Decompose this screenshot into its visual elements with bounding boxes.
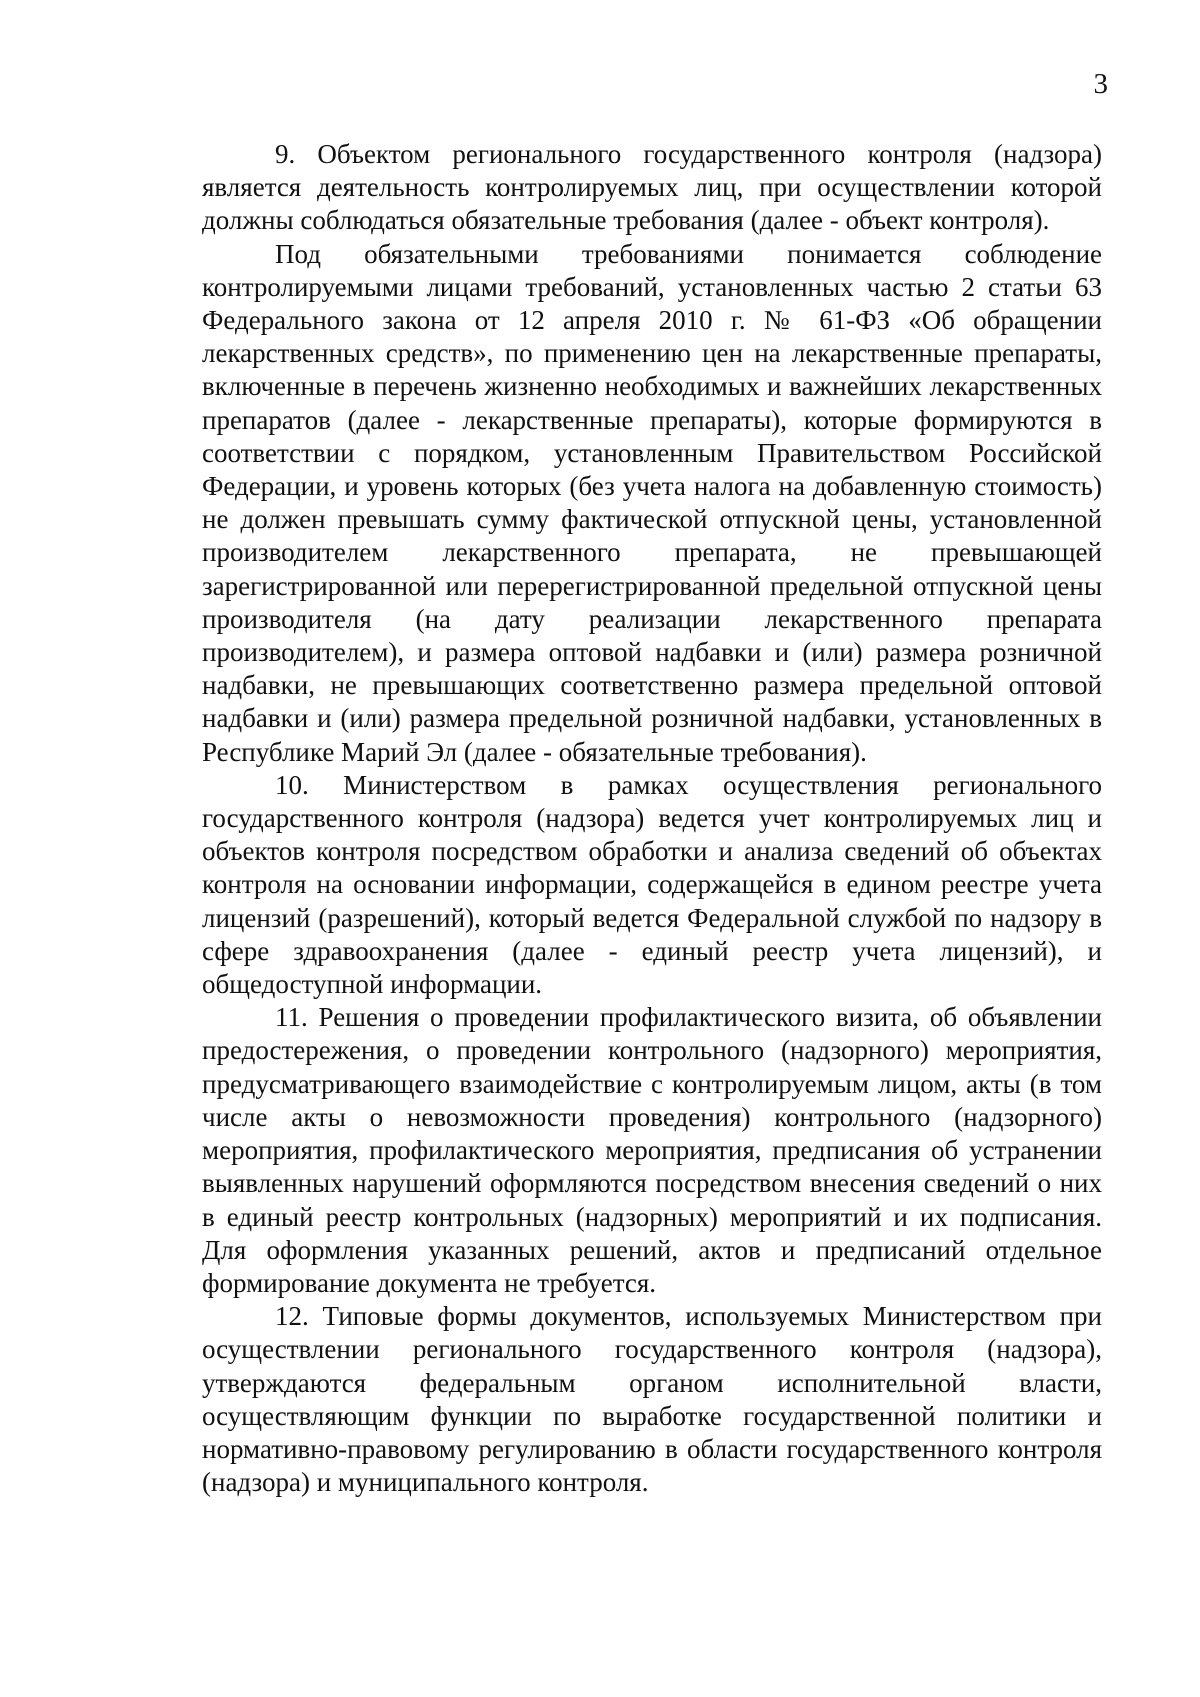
paragraph-10: 10. Министерством в рамках осуществления регионального государственного контроля (надзора) ведется учет контролируемых лиц и объектов контроля посредством обработки и анализа сведений об объектах контроля на основании информации, содержащейся в едином реестре учета лицензий (разрешений), который ведется Федеральной службой по надзору в сфере здравоохранения (далее - единый реестр учета лицензий), и общедоступной информации. <box>202 769 1102 1000</box>
paragraph-12: 12. Типовые формы документов, используемых Министерством при осуществлении регионального государственного контроля (надзора), утверждаются федеральным органом исполнительной власти, осуществляющим функции по выработке государственной политики и нормативно-правовому регулированию в области государственного контроля (надзора) и муниципального контроля. <box>202 1301 1102 1498</box>
paragraph-11: 11. Решения о проведении профилактического визита, об объявлении предостережения, о проведении контрольного (надзорного) мероприятия, предусматривающего взаимодействие с контролируемым лицом, акты (в том числе акты о невозможности проведения) контрольного (надзорного) мероприятия, профилактического мероприятия, предписания об устранении выявленных нарушений оформляются посредством внесения сведений о них в единый реестр контрольных (надзорных) мероприятий и их подписания. Для оформления указанных решений, актов и предписаний отдельное формирование документа не требуется. <box>202 1002 1102 1298</box>
document-body <box>202 138 1102 1499</box>
page-number: 3 <box>1093 68 1108 100</box>
paragraph-9: 9. Объектом регионального государственного контроля (надзора) является деятельность контролируемых лиц, при осуществлении которой должны соблюдаться обязательные требования (далее - объект контроля). <box>202 139 1102 236</box>
paragraph-mandatory-requirements: Под обязательными требованиями понимается соблюдение контролируемыми лицами требований, установленных частью 2 статьи 63 Федерального закона от 12 апреля 2010 г. № 61-ФЗ «Об обращении лекарственных средств», по применению цен на лекарственные препараты, включенные в перечень жизненно необходимых и важнейших лекарственных препаратов (далее - лекарственные препараты), которые формируются в соответствии с порядком, установленным Правительством Российской Федерации, и уровень которых (без учета налога на добавленную стоимость) не должен превышать сумму фактической отпускной цены, установленной производителем лекарственного препарата, не превышающей зарегистрированной или перерегистрированной предельной отпускной цены производителя (на дату реализации лекарственного препарата производителем), и размера оптовой надбавки и (или) размера розничной надбавки, не превышающих соответственно размера предельной оптовой надбавки и (или) размера предельной розничной надбавки, установленных в Республике Марий Эл (далее - обязательные требования). <box>202 238 1102 767</box>
